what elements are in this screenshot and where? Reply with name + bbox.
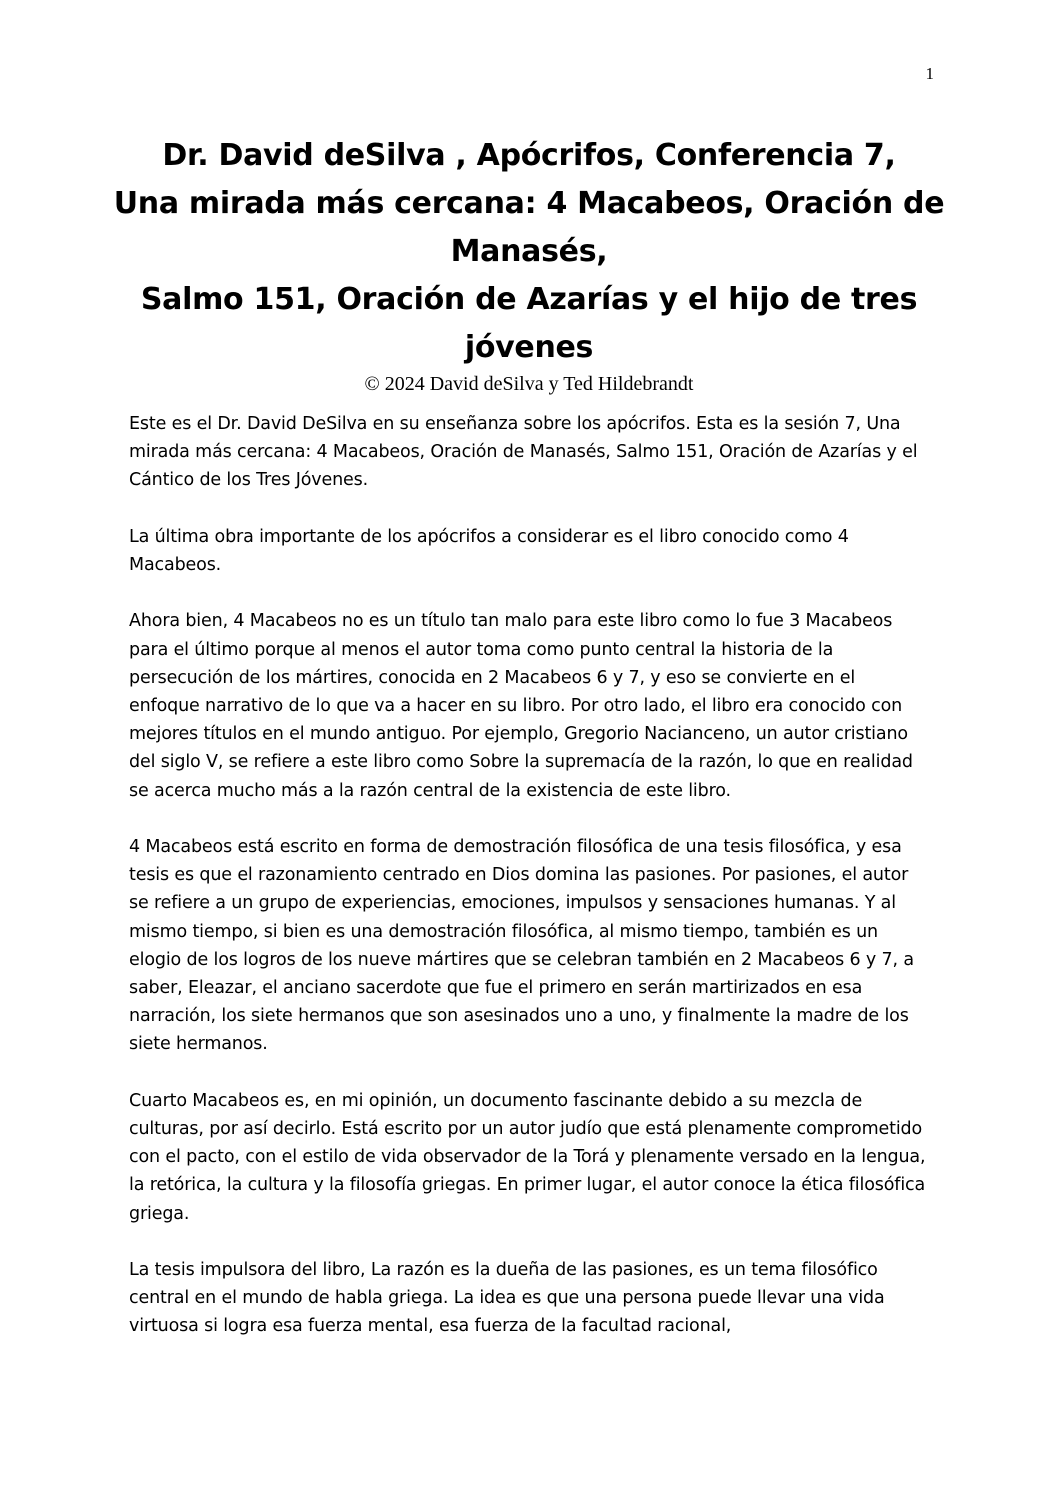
paragraph: Ahora bien, 4 Macabeos no es un título tan malo para este libro como lo fue 3 Macabeos para el último porque al menos el autor toma como punto central la historia de la persecución de los mártires, conocida en 2 Macabeos 6 y 7, y eso se convierte en el enfoque narrativo de lo que va a hacer en su libro. Por otro lado, el libro era conocido con mejores títulos en el mundo antiguo. Por ejemplo, Gregorio Nacianceno, un autor cristiano del siglo V, se refiere a este libro como Sobre la supremacía de la razón, lo que en realidad se acerca mucho más a la razón central de la existencia de este libro. [129, 611, 913, 801]
paragraph: La tesis impulsora del libro, La razón es la dueña de las pasiones, es un tema filosófico central en el mundo de habla griega. La idea es que una persona puede llevar una vida virtuosa si logra esa fuerza mental, esa fuerza de la facultad racional, [129, 1260, 885, 1337]
copyright-line: © 2024 David deSilva y Ted Hildebrandt [364, 373, 694, 395]
paragraph: La última obra importante de los apócrifos a considerar es el libro conocido como 4 Macabeos. [129, 526, 849, 575]
page-number: 1 [925, 64, 934, 83]
title-line: jóvenes [464, 330, 594, 365]
title-line: Manasés, [450, 234, 608, 269]
document-title-block [80, 132, 978, 396]
title-line: Una mirada más cercana: 4 Macabeos, Oración de [113, 186, 945, 221]
paragraph: Este es el Dr. David DeSilva en su enseñanza sobre los apócrifos. Esta es la sesión 7, Una mirada más cercana: 4 Macabeos, Oración de Manasés, Salmo 151, Oración de Azarías y el Cántico de los Tres Jóvenes. [129, 414, 918, 491]
document-body [129, 410, 929, 1369]
paragraph: 4 Macabeos está escrito en forma de demostración filosófica de una tesis filosófica, y esa tesis es que el razonamiento centrado en Dios domina las pasiones. Por pasiones, el autor se refiere a un grupo de experiencias, emociones, impulsos y sensaciones humanas. Y al mismo tiempo, si bien es una demostración filosófica, al mismo tiempo, también es un elogio de los logros de los nueve mártires que se celebran también en 2 Macabeos 6 y 7, a saber, Eleazar, el anciano sacerdote que fue el primero en serán martirizados en esa narración, los siete hermanos que son asesinados uno a uno, y finalmente la madre de los siete hermanos. [129, 837, 914, 1055]
paragraph: Cuarto Macabeos es, en mi opinión, un documento fascinante debido a su mezcla de culturas, por así decirlo. Está escrito por un autor judío que está plenamente comprometido con el pacto, con el estilo de vida observador de la Torá y plenamente versado en la lengua, la retórica, la cultura y la filosofía griegas. En primer lugar, el autor conoce la ética filosófica griega. [129, 1090, 926, 1224]
title-line: Salmo 151, Oración de Azarías y el hijo de tres [140, 282, 918, 317]
title-line: Dr. David deSilva , Apócrifos, Conferencia 7, [162, 138, 896, 173]
